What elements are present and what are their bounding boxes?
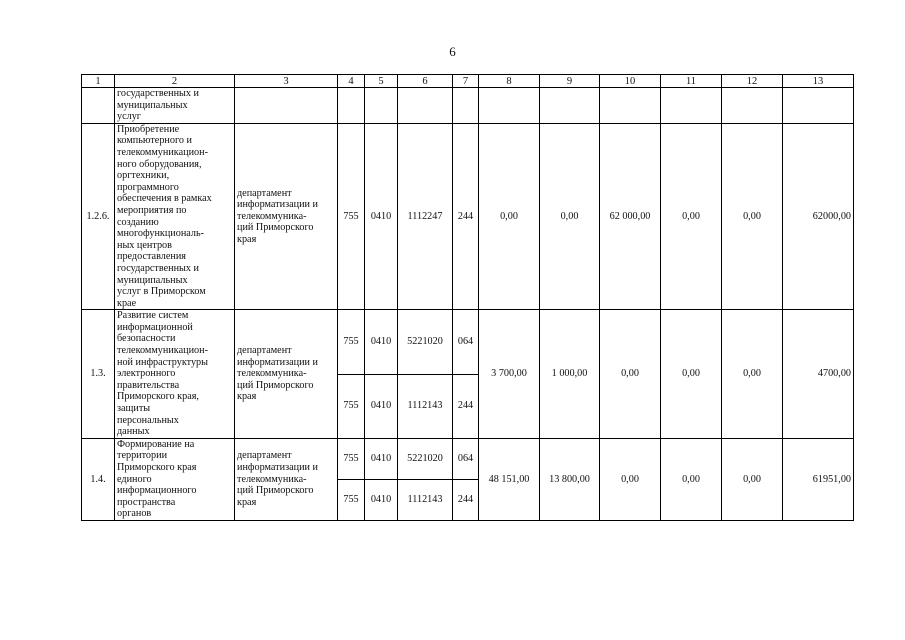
code-ministry <box>338 88 365 124</box>
row-description: Развитие систем информационной безопасности телекоммуникацион- ной инфраструктуры электронного правительства Приморского края, защиты персональных данных <box>115 310 235 439</box>
code-section: 0410 <box>365 123 398 310</box>
row-department: департамент информатизации и телекоммуника- ций Приморского края <box>235 123 338 310</box>
code-expense-type: 244 <box>453 374 479 438</box>
value-total: 4700,00 <box>783 310 854 439</box>
table-row <box>82 88 854 124</box>
row-description: государственных и муниципальных услуг <box>115 88 235 124</box>
value-year-4: 0,00 <box>661 438 722 520</box>
header-row <box>82 75 854 88</box>
value-year-1: 48 151,00 <box>479 438 540 520</box>
col-header: 6 <box>398 75 453 88</box>
value-year-2: 1 000,00 <box>540 310 600 439</box>
row-description: Приобретение компьютерного и телекоммуникацион- ного оборудования, оргтехники, программного обеспечения в рамках мероприятия по созданию многофункциональ- ных центров предоставления государственных и муниципальных услуг в Приморском крае <box>115 123 235 310</box>
value-year-3: 0,00 <box>600 310 661 439</box>
value-year-3: 62 000,00 <box>600 123 661 310</box>
code-ministry: 755 <box>338 479 365 520</box>
value-year-5 <box>722 88 783 124</box>
value-year-2: 0,00 <box>540 123 600 310</box>
row-number: 1.4. <box>82 438 115 520</box>
code-section: 0410 <box>365 374 398 438</box>
code-section: 0410 <box>365 438 398 479</box>
code-section: 0410 <box>365 310 398 374</box>
row-department: департамент информатизации и телекоммуника- ций Приморского края <box>235 438 338 520</box>
value-total <box>783 88 854 124</box>
code-ministry: 755 <box>338 123 365 310</box>
value-year-5: 0,00 <box>722 123 783 310</box>
col-header: 1 <box>82 75 115 88</box>
budget-table <box>81 74 854 521</box>
code-expense-type: 244 <box>453 123 479 310</box>
row-number <box>82 88 115 124</box>
value-year-2 <box>540 88 600 124</box>
code-expense-type: 064 <box>453 438 479 479</box>
row-number: 1.3. <box>82 310 115 439</box>
col-header: 12 <box>722 75 783 88</box>
value-year-4 <box>661 88 722 124</box>
value-year-3 <box>600 88 661 124</box>
row-department: департамент информатизации и телекоммуника- ций Приморского края <box>235 310 338 439</box>
value-year-1: 3 700,00 <box>479 310 540 439</box>
row-description: Формирование на территории Приморского края единого информационного пространства органов <box>115 438 235 520</box>
code-target <box>398 88 453 124</box>
value-year-5: 0,00 <box>722 310 783 439</box>
col-header: 13 <box>783 75 854 88</box>
col-header: 7 <box>453 75 479 88</box>
value-year-4: 0,00 <box>661 123 722 310</box>
code-ministry: 755 <box>338 374 365 438</box>
value-year-1: 0,00 <box>479 123 540 310</box>
code-ministry: 755 <box>338 310 365 374</box>
col-header: 8 <box>479 75 540 88</box>
page-number: 6 <box>449 44 456 59</box>
code-target: 1112143 <box>398 374 453 438</box>
table-row <box>82 310 854 374</box>
value-year-3: 0,00 <box>600 438 661 520</box>
row-department <box>235 88 338 124</box>
value-total: 61951,00 <box>783 438 854 520</box>
value-year-2: 13 800,00 <box>540 438 600 520</box>
code-target: 1112143 <box>398 479 453 520</box>
value-year-5: 0,00 <box>722 438 783 520</box>
code-section: 0410 <box>365 479 398 520</box>
row-number: 1.2.6. <box>82 123 115 310</box>
code-ministry: 755 <box>338 438 365 479</box>
code-target: 5221020 <box>398 438 453 479</box>
code-target: 1112247 <box>398 123 453 310</box>
code-expense-type: 064 <box>453 310 479 374</box>
code-expense-type <box>453 88 479 124</box>
value-year-1 <box>479 88 540 124</box>
col-header: 10 <box>600 75 661 88</box>
col-header: 2 <box>115 75 235 88</box>
value-year-4: 0,00 <box>661 310 722 439</box>
table-row <box>82 438 854 479</box>
col-header: 9 <box>540 75 600 88</box>
col-header: 11 <box>661 75 722 88</box>
code-target: 5221020 <box>398 310 453 374</box>
value-total: 62000,00 <box>783 123 854 310</box>
code-expense-type: 244 <box>453 479 479 520</box>
col-header: 4 <box>338 75 365 88</box>
col-header: 3 <box>235 75 338 88</box>
code-section <box>365 88 398 124</box>
table-row <box>82 123 854 310</box>
col-header: 5 <box>365 75 398 88</box>
